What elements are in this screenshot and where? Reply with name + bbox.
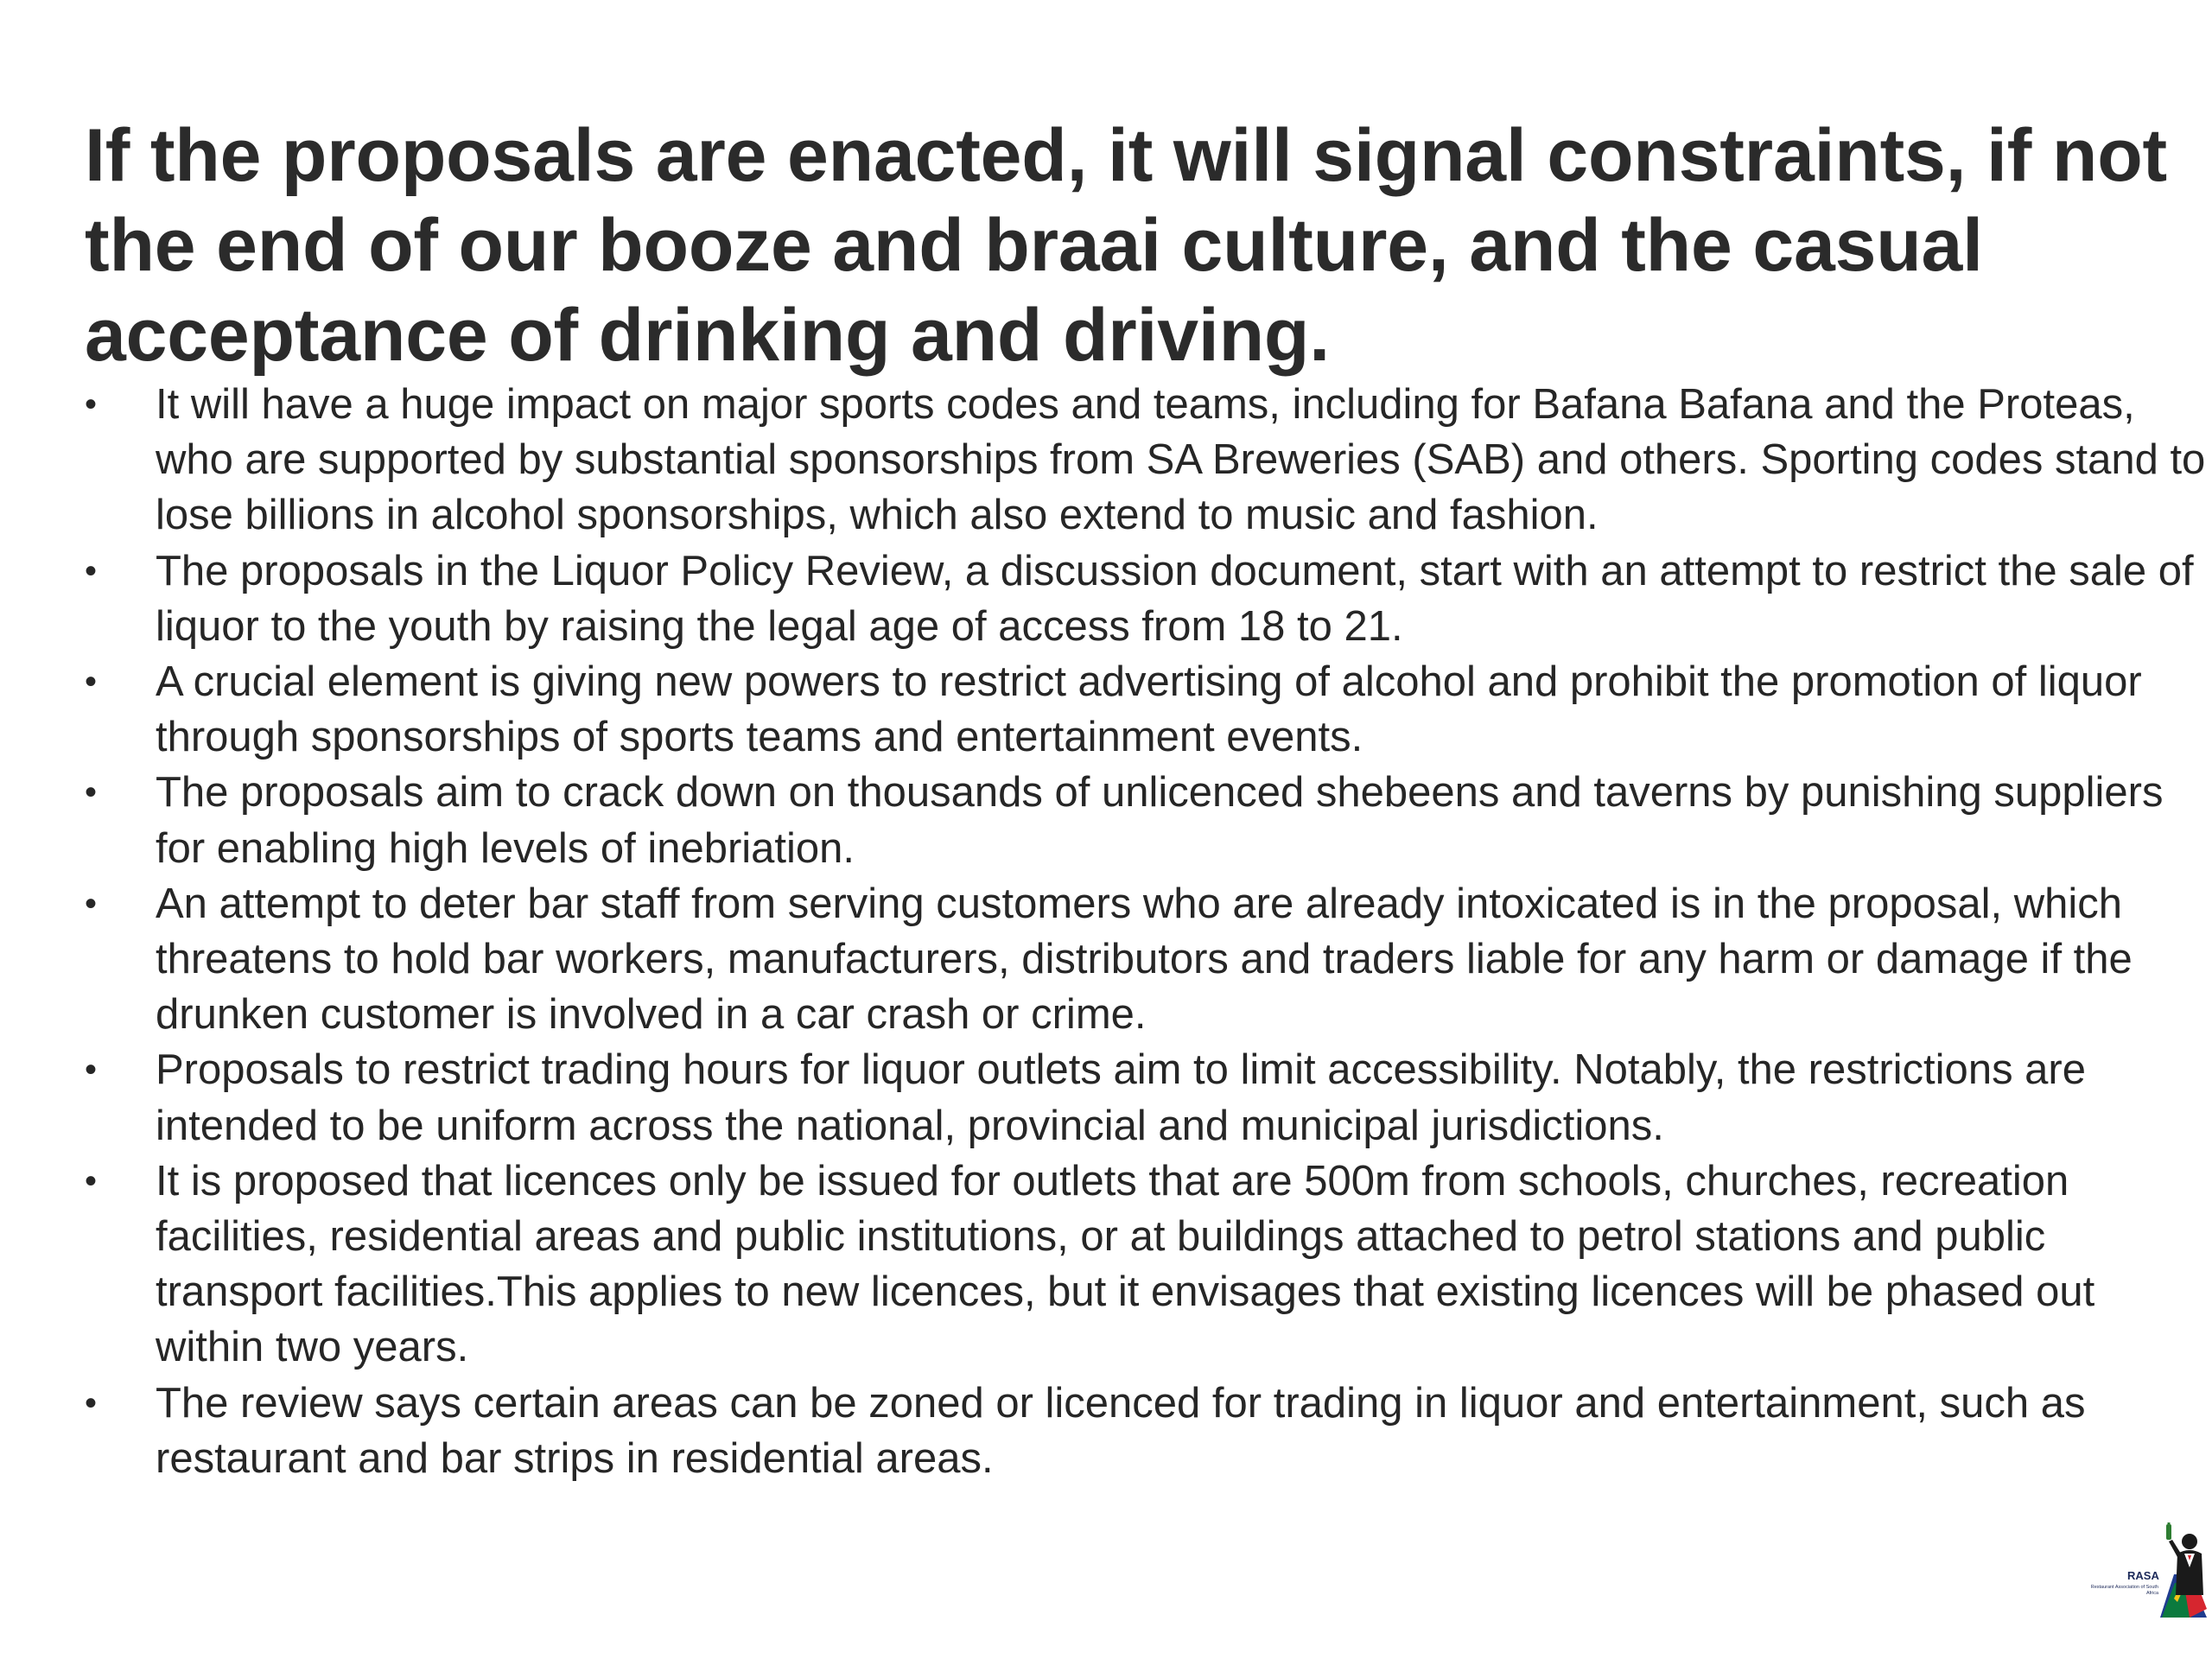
bullet-marker: • [85, 1161, 98, 1200]
bullet-marker: • [85, 1383, 98, 1422]
bullet-text: The proposals aim to crack down on thousands of unlicenced shebeens and taverns by punishing suppliers for enabling high levels of inebriation. [156, 769, 2164, 872]
slide-title: If the proposals are enacted, it will signal constraints, if not the end of our booze and braai culture, and the casual acceptance of drinking and driving. [85, 114, 2167, 377]
bullet-text: The review says certain areas can be zoned or licenced for trading in liquor and entertainment, such as restaurant and bar strips in residential areas. [156, 1379, 2086, 1482]
bullet-marker: • [85, 773, 98, 812]
bullet-text: A crucial element is giving new powers to restrict advertising of alcohol and prohibit the promotion of liquor through sponsorships of sports teams and entertainment events. [156, 658, 2142, 761]
bullet-marker: • [85, 663, 98, 702]
logo-name: RASA [2127, 1569, 2159, 1582]
bullet-marker: • [85, 551, 98, 590]
bullet-item [85, 876, 2210, 1043]
bullet-text: It is proposed that licences only be issued for outlets that are 500m from schools, churches, recreation facilities, residential areas and public institutions, or at buildings attached to petrol stations and public transport facilities.This applies to new licences, but it envisages that existing licences will be phased out within two years. [156, 1157, 2095, 1371]
bullet-marker: • [85, 884, 98, 923]
bullet-item [85, 377, 2210, 543]
bullet-text: Proposals to restrict trading hours for liquor outlets aim to limit accessibility. Notably, the restrictions are intended to be uniform across the national, provincial and municipal jurisdictions. [156, 1046, 2086, 1149]
bullet-text: The proposals in the Liquor Policy Review, a discussion document, start with an attempt to restrict the sale of liquor to the youth by raising the legal age of access from 18 to 21. [156, 547, 2194, 650]
bullet-item [85, 1154, 2210, 1376]
rasa-logo [2077, 1522, 2207, 1618]
bullet-marker: • [85, 385, 98, 423]
bullet-item [85, 543, 2210, 654]
bullet-text: An attempt to deter bar staff from serving customers who are already intoxicated is in the proposal, which threatens to hold bar workers, manufacturers, distributors and traders liable for any harm or damage if the drunken customer is involved in a car crash or crime. [156, 880, 2133, 1039]
bullet-text: It will have a huge impact on major sports codes and teams, including for Bafana Bafana and the Proteas, who are supported by substantial sponsorships from SA Breweries (SAB) and others. Sporting codes stand to lose billions in alcohol sponsorships, which also extend to music and fashion. [156, 381, 2206, 539]
bullet-item [85, 654, 2210, 765]
bullet-item [85, 1042, 2210, 1153]
bullet-item [85, 765, 2210, 875]
logo-tagline: Restaurant Association of South Africa [2090, 1585, 2158, 1596]
bullet-list [85, 377, 2210, 1486]
bullet-item [85, 1376, 2210, 1486]
bullet-marker: • [85, 1051, 98, 1090]
